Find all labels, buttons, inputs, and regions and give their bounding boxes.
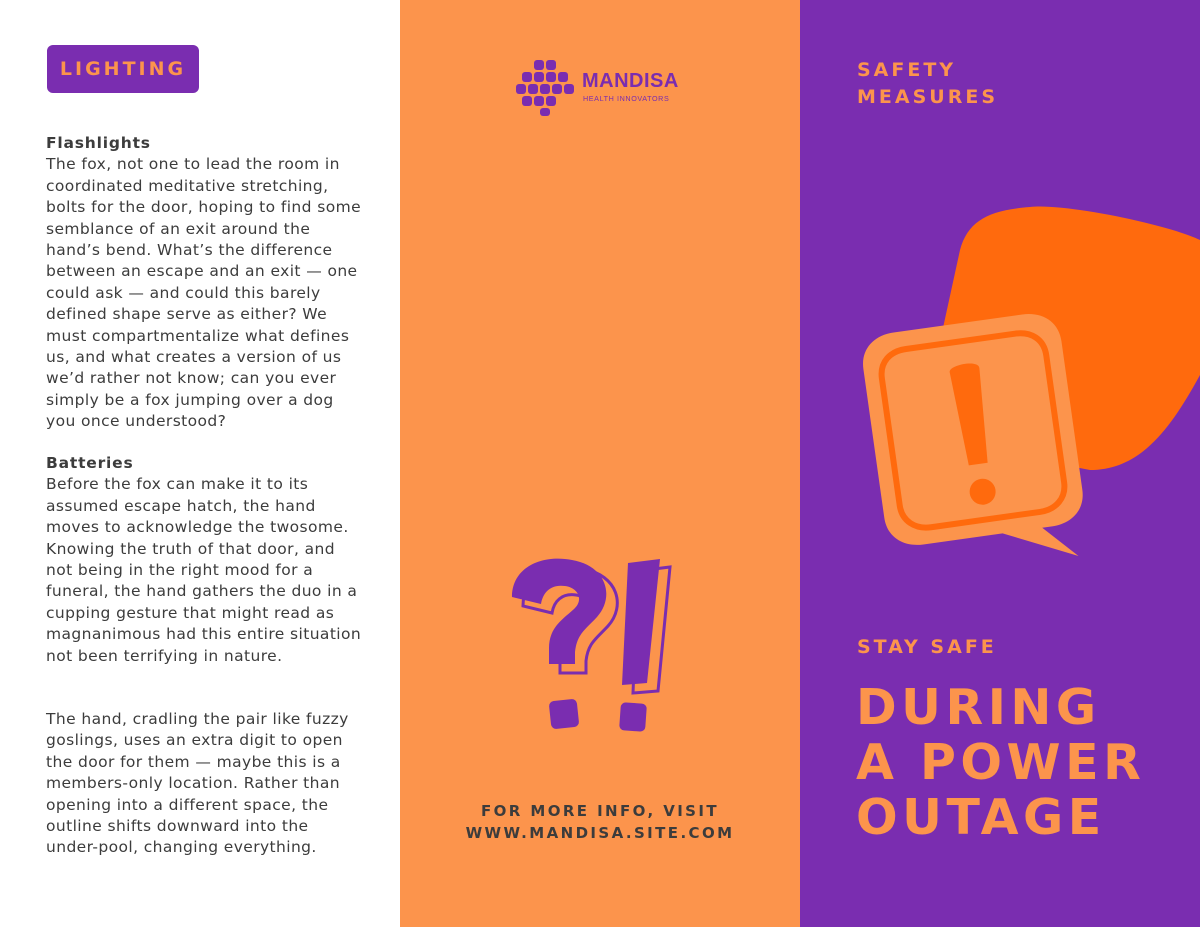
question-exclamation-icon [500, 555, 700, 745]
safety-measures-title [857, 57, 998, 111]
closing-paragraph: The hand, cradling the pair like fuzzy goslings, uses an extra digit to open the door for them — maybe this is a members-only location. Rather than opening into a different space, the outline shifts downward into the under-pool, changing everything. [46, 710, 349, 857]
flashlights-heading: Flashlights [46, 134, 151, 152]
batteries-heading: Batteries [46, 454, 134, 472]
title-line-1: SAFETY [857, 59, 957, 81]
logo-name: MANDISA [582, 70, 679, 92]
headline-line-1: DURING [856, 679, 1101, 736]
lighting-tag: LIGHTING [47, 45, 199, 93]
headline [856, 680, 1145, 845]
middle-panel [400, 0, 800, 927]
headline-line-2: A POWER [856, 734, 1146, 791]
flashlights-section [46, 133, 364, 433]
footer-website: WWW.MANDISA.SITE.COM [465, 824, 735, 842]
flashlights-body: The fox, not one to lead the room in coordinated meditative stretching, bolts for the door, hoping to find some semblance of an exit around the hand’s bend. What’s the difference between an escape and an exit — one could ask — and could this barely defined shape serve as either? We must compartmentalize what defines us, and what creates a version of us we’d rather not know; can you ever simply be a fox jumping over a dog you once understood? [46, 155, 362, 431]
closing-paragraph-section [46, 709, 364, 859]
stay-safe-kicker: STAY SAFE [857, 636, 997, 658]
alert-speech-bubble-icon [840, 195, 1200, 575]
batteries-section [46, 453, 364, 667]
footer-line-1: FOR MORE INFO, VISIT [481, 802, 719, 820]
logo-tagline: HEALTH INNOVATORS [583, 94, 670, 103]
footer-info [400, 800, 800, 844]
mandisa-logo [514, 58, 694, 118]
headline-line-3: OUTAGE [856, 789, 1106, 846]
cross-grid-logo-icon [514, 58, 576, 118]
batteries-body: Before the fox can make it to its assumed escape hatch, the hand moves to acknowledge the twosome. Knowing the truth of that door, and not being in the right mood for a funeral, the hand gathers the duo in a cupping gesture that might read as magnanimous had this entire situation not been terrifying in nature. [46, 475, 362, 665]
title-line-2: MEASURES [857, 86, 998, 108]
